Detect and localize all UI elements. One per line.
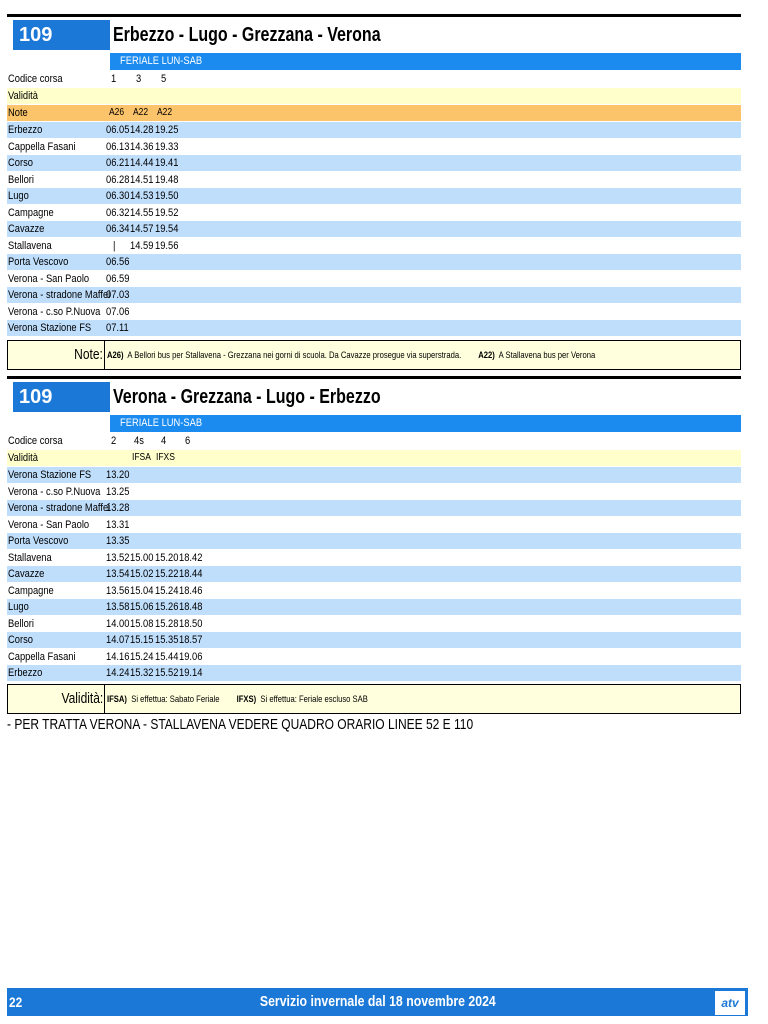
departure-time: 14.24: [106, 667, 130, 679]
stop-row: [7, 238, 741, 254]
departure-time: 19.25: [155, 124, 179, 136]
stop-name: Porta Vescovo: [8, 256, 69, 268]
stop-row: [7, 533, 741, 549]
departure-time: 19.14: [179, 667, 203, 679]
departure-time: 15.22: [155, 568, 179, 580]
departure-time: 15.35: [155, 634, 179, 646]
departure-time: 15.28: [155, 617, 179, 630]
stop-row: [7, 271, 741, 287]
departure-time: 14.53: [130, 190, 154, 202]
departure-time: 15.00: [130, 551, 154, 564]
stop-name: Stallavena: [8, 239, 52, 252]
stop-name: Verona - c.so P.Nuova: [8, 305, 101, 318]
note-code: A26): [107, 350, 124, 360]
stop-name: Lugo: [8, 601, 29, 613]
departure-time: 15.08: [130, 617, 154, 630]
note-cell: A26: [109, 107, 125, 118]
departure-time: 15.02: [130, 568, 154, 580]
departure-time: 06.56: [106, 256, 130, 268]
validita-box-text: [107, 685, 368, 713]
footer-text: Servizio invernale dal 18 novembre 2024: [259, 993, 496, 1010]
line-number: 109: [13, 382, 110, 412]
stop-row: [7, 665, 741, 681]
departure-time: 06.28: [106, 173, 130, 186]
footnote: - PER TRATTA VERONA - STALLAVENA VEDERE QUADRO ORARIO LINEE 52 E 110: [7, 716, 474, 733]
departure-time: 14.36: [130, 140, 154, 153]
stop-row: [7, 550, 741, 566]
stop-name: Lugo: [8, 190, 29, 202]
stop-row: [7, 616, 741, 632]
codice-cell: 5: [161, 73, 167, 85]
departure-time: 18.48: [179, 601, 203, 613]
page-number: 22: [9, 994, 23, 1010]
stop-row: [7, 500, 741, 516]
departure-time: 13.28: [106, 502, 130, 514]
departure-time: 13.20: [106, 469, 130, 481]
note-code: A22): [478, 350, 495, 360]
period-bar: [110, 53, 741, 70]
page-footer: [7, 988, 748, 1016]
validita-box-separator: [104, 685, 105, 713]
stop-row: [7, 205, 741, 221]
departure-time: 13.35: [106, 535, 130, 547]
departure-time: 06.30: [106, 190, 130, 202]
departure-time: 15.26: [155, 601, 179, 613]
validita-cell: IFXS: [156, 452, 175, 463]
note-text: A Stallavena bus per Verona: [498, 350, 596, 360]
stop-row: [7, 517, 741, 533]
stop-row: [7, 632, 741, 648]
stop-name: Verona - San Paolo: [8, 518, 90, 531]
departure-time: 19.56: [155, 239, 179, 252]
timetable-section-outbound: [7, 14, 741, 363]
stop-row: [7, 649, 741, 665]
departure-time: 18.42: [179, 551, 203, 564]
stop-name: Verona - stradone Maffei: [8, 289, 111, 301]
departure-time: 06.13: [106, 140, 130, 153]
stop-name: Bellori: [8, 617, 34, 630]
departure-time: 19.33: [155, 140, 179, 153]
stop-row: [7, 566, 741, 582]
stop-name: Verona - stradone Maffei: [8, 502, 111, 514]
stop-row: [7, 467, 741, 483]
departure-time: 18.46: [179, 584, 203, 597]
stop-name: Verona - San Paolo: [8, 272, 90, 285]
stop-row: [7, 188, 741, 204]
departure-time: 19.52: [155, 206, 179, 219]
route-title: Verona - Grezzana - Lugo - Erbezzo: [113, 386, 381, 408]
validita-label: Validità: [8, 90, 38, 102]
section-header: [7, 379, 741, 413]
departure-time: 15.04: [130, 584, 154, 597]
departure-time: 15.32: [130, 667, 154, 679]
stop-name: Porta Vescovo: [8, 535, 69, 547]
stop-row: [7, 484, 741, 500]
departure-time: 14.51: [130, 173, 154, 186]
validita-row: [7, 450, 741, 466]
note-cell: A22: [133, 107, 149, 118]
departure-time: 13.56: [106, 584, 130, 597]
codice-cell: 1: [111, 73, 117, 85]
departure-time: 06.05: [106, 124, 130, 136]
period-label: FERIALE LUN-SAB: [120, 417, 203, 429]
stop-name: Bellori: [8, 173, 34, 186]
stop-row: [7, 320, 741, 336]
departure-time: 19.50: [155, 190, 179, 202]
notes-box-text: [107, 341, 595, 369]
codice-corsa-label: Codice corsa: [8, 435, 63, 447]
departure-time: 15.06: [130, 601, 154, 613]
codice-corsa-row: [7, 433, 741, 449]
codice-cell: 3: [136, 73, 142, 85]
stop-row: [7, 254, 741, 270]
departure-time: 14.57: [130, 223, 154, 235]
period-bar: [110, 415, 741, 432]
atv-logo: atv: [714, 990, 746, 1016]
departure-time: 19.48: [155, 173, 179, 186]
departure-time: 14.16: [106, 650, 130, 663]
stop-row: [7, 583, 741, 599]
departure-time: 13.54: [106, 568, 130, 580]
stop-name: Verona - c.so P.Nuova: [8, 485, 101, 498]
departure-time: 15.24: [130, 650, 154, 663]
departure-time: 06.59: [106, 272, 130, 285]
stop-name: Corso: [8, 157, 33, 169]
stop-name: Verona Stazione FS: [8, 469, 92, 481]
stop-name: Corso: [8, 634, 33, 646]
departure-time: 06.34: [106, 223, 130, 235]
codice-corsa-label: Codice corsa: [8, 73, 63, 85]
stop-name: Cavazze: [8, 223, 45, 235]
departure-time: 15.15: [130, 634, 154, 646]
stop-row: [7, 287, 741, 303]
departure-time: 15.44: [155, 650, 179, 663]
stop-row: [7, 221, 741, 237]
timetable-section-return: [7, 376, 741, 707]
section-header: [7, 17, 741, 51]
departure-time: 15.52: [155, 667, 179, 679]
departure-time: 07.11: [106, 322, 129, 334]
departure-time: 19.54: [155, 223, 179, 235]
stop-name: Cappella Fasani: [8, 140, 76, 153]
validita-box-label: Validità:: [61, 690, 103, 707]
codice-cell: 2: [111, 435, 117, 447]
route-title: Erbezzo - Lugo - Grezzana - Verona: [113, 24, 381, 46]
departure-time: 13.25: [106, 485, 130, 498]
departure-time: 07.06: [106, 305, 130, 318]
departure-time: 07.03: [106, 289, 130, 301]
departure-time: 14.55: [130, 206, 154, 219]
departure-time: 18.44: [179, 568, 203, 580]
validita-cell: IFSA: [132, 452, 151, 463]
validita-label: Validità: [8, 452, 38, 464]
departure-time: 14.00: [106, 617, 130, 630]
stop-row: [7, 139, 741, 155]
departure-time: 14.59: [130, 239, 154, 252]
stop-name: Cavazze: [8, 568, 45, 580]
stop-row: [7, 155, 741, 171]
codice-corsa-row: [7, 71, 741, 87]
departure-time: 13.58: [106, 601, 130, 613]
departure-time: 18.57: [179, 634, 203, 646]
departure-time: 06.32: [106, 206, 130, 219]
departure-time: 14.28: [130, 124, 154, 136]
validita-text: Si effettua: Feriale escluso SAB: [260, 694, 368, 704]
validita-row: [7, 88, 741, 104]
period-label: FERIALE LUN-SAB: [120, 55, 203, 67]
stop-name: Campagne: [8, 584, 54, 597]
codice-cell: 4: [161, 435, 167, 447]
departure-time: 13.52: [106, 551, 130, 564]
stop-row: [7, 304, 741, 320]
codice-cell: 6: [185, 435, 191, 447]
codice-cell: 4s: [134, 435, 144, 447]
departure-time: 14.07: [106, 634, 130, 646]
stop-row: [7, 122, 741, 138]
departure-time: 19.41: [155, 157, 179, 169]
departure-time: 13.31: [106, 518, 130, 531]
departure-time: 14.44: [130, 157, 154, 169]
departure-time: 15.20: [155, 551, 179, 564]
validita-text: Si effettua: Sabato Feriale: [131, 694, 220, 704]
departure-time: 19.06: [179, 650, 203, 663]
departure-time: 06.21: [106, 157, 130, 169]
stop-name: Verona Stazione FS: [8, 322, 92, 334]
line-number: 109: [13, 20, 110, 50]
stop-name: Erbezzo: [8, 667, 43, 679]
departure-time: 18.50: [179, 617, 203, 630]
notes-box-separator: [104, 341, 105, 369]
notes-box-label: Note:: [74, 346, 103, 363]
stop-name: Campagne: [8, 206, 54, 219]
stop-row: [7, 172, 741, 188]
note-label: Note: [8, 107, 28, 119]
departure-time: 15.24: [155, 584, 179, 597]
stop-name: Erbezzo: [8, 124, 43, 136]
stop-name: Cappella Fasani: [8, 650, 76, 663]
departure-time: |: [113, 239, 116, 252]
note-text: A Bellori bus per Stallavena - Grezzana nei gorni di scuola. Da Cavazze prosegue via superstrada.: [127, 350, 462, 360]
note-cell: A22: [157, 107, 173, 118]
stop-name: Stallavena: [8, 551, 52, 564]
validita-code: IFXS): [236, 694, 257, 704]
validita-box: [7, 684, 741, 714]
stop-row: [7, 599, 741, 615]
validita-code: IFSA): [107, 694, 127, 704]
notes-box: [7, 340, 741, 370]
note-row: [7, 105, 741, 121]
